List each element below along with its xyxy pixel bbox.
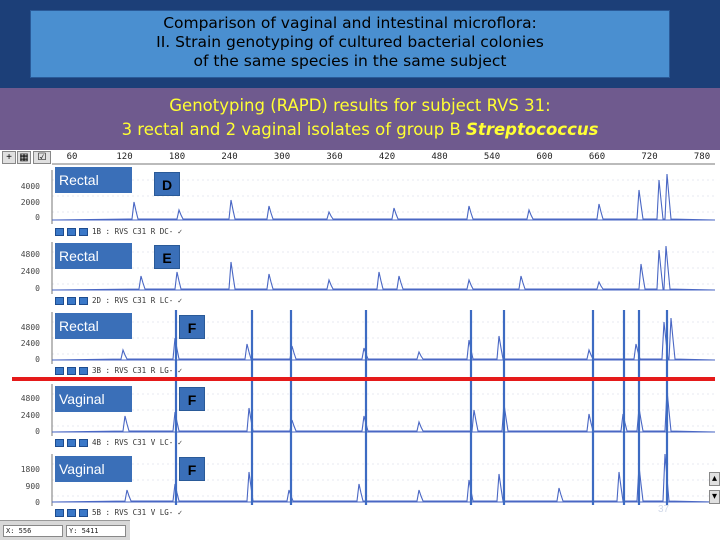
track-label-4: 4B : RVS C31 V LC- ✓: [92, 438, 183, 447]
y-tick-1-zero: 0: [35, 213, 40, 222]
y-tick-3-mid: 2400: [20, 339, 40, 348]
y-tick-4-zero: 0: [35, 427, 40, 436]
electropherogram-window: [0, 150, 720, 540]
title-line-2: II. Strain genotyping of cultured bacterial colonies: [156, 33, 544, 51]
title-line-1: Comparison of vaginal and intestinal microflora:: [163, 14, 537, 32]
x-tick-label: 120: [116, 152, 133, 162]
y-tick-4-mid: 2400: [20, 411, 40, 420]
y-tick-1-mid: 2000: [20, 198, 40, 207]
check-icon: ☑: [37, 152, 47, 163]
subtitle-line-1: Genotyping (RAPD) results for subject RVS 31:: [169, 96, 551, 115]
x-tick-label: 60: [66, 152, 78, 162]
pattern-letter-2: E: [154, 245, 180, 269]
status-y-field: Y: 5411: [66, 525, 126, 537]
status-x-field: X: 556: [3, 525, 63, 537]
panel-1-toggle-a[interactable]: [55, 228, 64, 236]
track-label-1: 1B : RVS C31 R DC- ✓: [92, 227, 183, 236]
y-tick-3-zero: 0: [35, 355, 40, 364]
panel-2-toggle-c[interactable]: [79, 297, 88, 305]
pattern-letter-5: F: [179, 457, 205, 481]
slide-title: [30, 10, 670, 78]
panel-5-toggle-c[interactable]: [79, 509, 88, 517]
y-tick-2-top: 4800: [20, 250, 40, 259]
pattern-letter-1: D: [154, 172, 180, 196]
x-tick-label: 780: [693, 152, 711, 162]
subtitle-line-2: [0, 118, 720, 142]
x-tick-label: 180: [168, 152, 186, 162]
y-tick-5-mid: 900: [25, 482, 40, 491]
panel-label-3: Rectal: [55, 313, 132, 339]
y-tick-5-zero: 0: [35, 498, 40, 507]
trace-path: [52, 174, 715, 220]
panel-3-toggle-b[interactable]: [67, 367, 76, 375]
down-arrow-icon: ▾: [711, 491, 718, 502]
track-label-3: 3B : RVS C31 R LG- ✓: [92, 366, 183, 375]
x-tick-label: 300: [273, 152, 291, 162]
x-tick-label: 540: [483, 152, 501, 162]
panel-label-5: Vaginal: [55, 456, 132, 482]
y-tick-2-mid: 2400: [20, 267, 40, 276]
panel-5-toggle-b[interactable]: [67, 509, 76, 517]
subtitle-line-2-text: 3 rectal and 2 vaginal isolates of group B: [121, 120, 467, 139]
panel-1-toggle-b[interactable]: [67, 228, 76, 236]
up-arrow-icon: ▴: [711, 473, 718, 484]
grid-icon: ▦: [19, 152, 29, 163]
panel-5-toggle-a[interactable]: [55, 509, 64, 517]
panel-1-toggle-c[interactable]: [79, 228, 88, 236]
x-tick-label: 720: [641, 152, 658, 162]
y-tick-4-top: 4800: [20, 394, 40, 403]
panel-4-toggle-a[interactable]: [55, 439, 64, 447]
grid-toggle-button[interactable]: [17, 151, 31, 164]
pattern-letter-3: F: [179, 315, 205, 339]
panel-4-toggle-b[interactable]: [67, 439, 76, 447]
x-tick-label: 240: [221, 152, 238, 162]
x-tick-label: 420: [378, 152, 396, 162]
x-tick-label: 360: [326, 152, 343, 162]
panel-4-toggle-c[interactable]: [79, 439, 88, 447]
y-tick-2-zero: 0: [35, 284, 40, 293]
y-tick-1-top: 4000: [20, 182, 40, 191]
title-line-3: of the same species in the same subject: [193, 52, 507, 70]
slide-subtitle: [0, 88, 720, 150]
checkbox-button[interactable]: [33, 151, 51, 164]
slide-number: 37: [658, 504, 670, 515]
trace-path: [52, 454, 718, 502]
track-label-5: 5B : RVS C31 V LG- ✓: [92, 508, 183, 517]
y-tick-3-top: 4800: [20, 323, 40, 332]
x-tick-label: 480: [431, 152, 448, 162]
separator-highlight-line: [12, 377, 715, 381]
panel-2-toggle-a[interactable]: [55, 297, 64, 305]
panel-2-toggle-b[interactable]: [67, 297, 76, 305]
x-tick-label: 600: [536, 152, 553, 162]
panel-label-2: Rectal: [55, 243, 132, 269]
panel-label-1: Rectal: [55, 167, 132, 193]
scroll-up-button[interactable]: [709, 472, 720, 486]
panel-3-toggle-c[interactable]: [79, 367, 88, 375]
zoom-plus-button[interactable]: +: [2, 151, 16, 164]
panel-label-4: Vaginal: [55, 386, 132, 412]
x-tick-label: 660: [588, 152, 606, 162]
panel-3-toggle-a[interactable]: [55, 367, 64, 375]
track-label-2: 2D : RVS C31 R LC- ✓: [92, 296, 183, 305]
status-bar: [0, 520, 130, 540]
pattern-letter-4: F: [179, 387, 205, 411]
y-tick-5-top: 1800: [20, 465, 40, 474]
scroll-down-button[interactable]: [709, 490, 720, 504]
subtitle-organism: Streptococcus: [466, 120, 599, 139]
